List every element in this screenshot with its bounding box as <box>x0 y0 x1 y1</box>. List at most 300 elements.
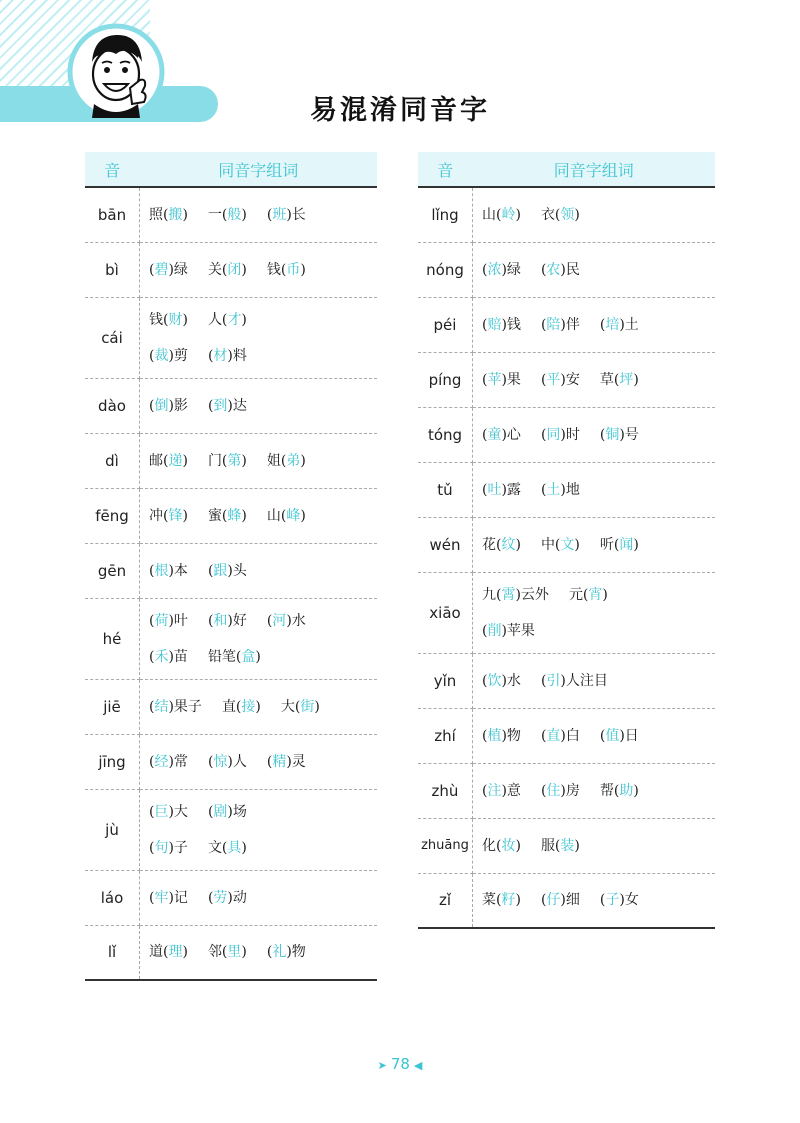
word-item <box>149 699 202 715</box>
answer-char: 河 <box>272 612 287 629</box>
word-item <box>482 537 521 553</box>
word-line <box>149 261 377 279</box>
page-number-value: 78 <box>390 1055 410 1073</box>
table-body-right <box>418 187 715 928</box>
word-line <box>482 426 715 444</box>
answer-char: 土 <box>546 481 561 498</box>
suffix: )动 <box>227 889 247 906</box>
prefix: ( <box>149 397 155 414</box>
pinyin-cell: lǐ <box>85 925 140 980</box>
answer-char: 裁 <box>154 347 169 364</box>
word-line <box>482 481 715 499</box>
words-cell <box>473 873 716 928</box>
suffix: )料 <box>227 347 247 364</box>
suffix: )好 <box>227 612 247 629</box>
table-row <box>85 598 377 679</box>
answer-char: 剧 <box>213 803 228 820</box>
words-cell <box>140 543 378 598</box>
word-item <box>600 427 639 443</box>
answer-char: 陪 <box>546 316 561 333</box>
words-cell <box>140 378 378 433</box>
words-cell <box>473 352 716 407</box>
word-line <box>149 612 377 630</box>
suffix: ) <box>515 837 521 854</box>
suffix: )水 <box>286 612 306 629</box>
word-item <box>149 398 188 414</box>
word-item <box>541 482 580 498</box>
suffix: )影 <box>168 397 188 414</box>
suffix: )云外 <box>515 586 549 603</box>
words-cell <box>140 598 378 679</box>
table-row <box>418 462 715 517</box>
word-item <box>267 453 306 469</box>
pinyin-cell: tóng <box>418 407 473 462</box>
word-item <box>149 649 188 665</box>
prefix: 衣( <box>540 206 561 223</box>
word-item <box>149 348 188 364</box>
prefix: ( <box>149 698 155 715</box>
words-cell <box>473 572 716 653</box>
word-item <box>208 804 247 820</box>
word-line <box>149 803 377 821</box>
arrow-left-icon: ◀ <box>413 1059 423 1072</box>
prefix: ( <box>599 892 606 909</box>
column-header-yin: 音 <box>418 152 473 187</box>
answer-char: 直 <box>546 727 561 744</box>
arrow-right-icon: ➤ <box>377 1059 387 1072</box>
pinyin-cell: zhù <box>418 763 473 818</box>
suffix: )果子 <box>168 698 202 715</box>
word-item <box>208 840 247 856</box>
pinyin-cell: xiāo <box>418 572 473 653</box>
word-item <box>208 754 247 770</box>
word-item <box>482 623 535 639</box>
word-item <box>541 892 580 908</box>
prefix: ( <box>207 889 214 906</box>
answer-char: 饮 <box>487 672 502 689</box>
answer-char: 盒 <box>241 648 256 665</box>
suffix: ) <box>241 311 247 328</box>
answer-char: 同 <box>546 426 561 443</box>
word-item <box>541 427 580 443</box>
word-line <box>149 397 377 415</box>
answer-char: 牢 <box>154 889 169 906</box>
prefix: ( <box>149 648 155 665</box>
word-item <box>208 453 247 469</box>
word-item <box>208 890 247 906</box>
prefix: ( <box>482 481 488 498</box>
words-cell <box>473 708 716 763</box>
suffix: ) <box>515 206 521 223</box>
words-cell <box>473 462 716 517</box>
word-item <box>149 312 188 328</box>
word-item <box>149 508 188 524</box>
suffix: ) <box>255 698 261 715</box>
pinyin-cell: jù <box>85 789 140 870</box>
answer-char: 里 <box>227 944 242 961</box>
pinyin-cell: píng <box>418 352 473 407</box>
words-cell <box>473 653 716 708</box>
answer-char: 宵 <box>588 586 603 603</box>
suffix: )土 <box>619 316 639 333</box>
answer-char: 和 <box>213 612 228 629</box>
prefix: 中( <box>540 536 561 553</box>
prefix: 直( <box>221 698 242 715</box>
answer-char: 弟 <box>286 452 301 469</box>
word-item <box>541 372 580 388</box>
answer-char: 班 <box>272 206 287 223</box>
word-item <box>482 892 521 908</box>
suffix: )子 <box>168 839 188 856</box>
prefix: 姐( <box>266 452 287 469</box>
prefix: ( <box>482 672 488 689</box>
homophone-table-left <box>85 152 377 981</box>
word-item <box>541 262 580 278</box>
suffix: )白 <box>560 727 580 744</box>
prefix: 照( <box>149 206 169 223</box>
answer-char: 领 <box>560 206 575 223</box>
prefix: ( <box>207 562 214 579</box>
word-line <box>482 316 715 334</box>
answer-char: 蜂 <box>227 507 242 524</box>
suffix: ) <box>300 507 306 524</box>
prefix: ( <box>540 481 547 498</box>
suffix: )钱 <box>501 316 521 333</box>
word-item <box>600 728 639 744</box>
suffix: )物 <box>286 944 306 961</box>
word-line <box>482 536 715 554</box>
suffix: )长 <box>286 206 306 223</box>
word-line <box>482 206 715 224</box>
pinyin-cell: gēn <box>85 543 140 598</box>
word-item <box>149 563 188 579</box>
word-item <box>482 587 549 603</box>
words-cell <box>140 734 378 789</box>
prefix: ( <box>599 426 606 443</box>
suffix: )达 <box>227 397 247 414</box>
pinyin-cell: dào <box>85 378 140 433</box>
pinyin-cell: láo <box>85 870 140 925</box>
answer-char: 霄 <box>501 586 516 603</box>
table-row <box>418 572 715 653</box>
answer-char: 到 <box>213 397 228 414</box>
word-line <box>482 371 715 389</box>
prefix: ( <box>482 371 488 388</box>
suffix: )常 <box>168 753 188 770</box>
pinyin-cell: zǐ <box>418 873 473 928</box>
suffix: )房 <box>560 782 580 799</box>
table-row <box>418 818 715 873</box>
suffix: )头 <box>227 562 247 579</box>
suffix: ) <box>633 782 639 799</box>
prefix: 钱( <box>149 311 169 328</box>
column-header-words: 同音字组词 <box>473 152 716 187</box>
suffix: ) <box>182 311 188 328</box>
answer-char: 接 <box>241 698 256 715</box>
word-item <box>149 890 188 906</box>
word-item <box>600 372 639 388</box>
word-line <box>149 943 377 961</box>
words-cell <box>473 818 716 873</box>
suffix: )本 <box>168 562 188 579</box>
prefix: 门( <box>207 452 228 469</box>
answer-char: 农 <box>546 261 561 278</box>
word-item <box>149 613 188 629</box>
prefix: 邻( <box>207 944 228 961</box>
suffix: )伴 <box>560 316 580 333</box>
prefix: 一( <box>207 206 228 223</box>
word-line <box>149 889 377 907</box>
prefix: 菜( <box>482 892 502 909</box>
suffix: )苹果 <box>501 622 535 639</box>
answer-char: 仔 <box>546 892 561 909</box>
suffix: ) <box>300 261 306 278</box>
answer-char: 倒 <box>154 397 169 414</box>
prefix: 元( <box>568 586 589 603</box>
word-line <box>482 891 715 909</box>
suffix: )记 <box>168 889 188 906</box>
word-item <box>149 944 188 960</box>
answer-char: 浓 <box>487 261 502 278</box>
table-row <box>85 242 377 297</box>
word-item <box>208 649 261 665</box>
word-item <box>600 783 639 799</box>
word-item <box>267 613 306 629</box>
word-item <box>482 427 521 443</box>
answer-char: 岭 <box>501 206 516 223</box>
prefix: ( <box>149 839 155 856</box>
suffix: )人 <box>227 753 247 770</box>
answer-char: 禾 <box>154 648 169 665</box>
words-cell <box>473 242 716 297</box>
prefix: ( <box>149 753 155 770</box>
suffix: )苗 <box>168 648 188 665</box>
word-item <box>482 262 521 278</box>
prefix: ( <box>149 347 155 364</box>
pinyin-cell: zhí <box>418 708 473 763</box>
table-row <box>418 297 715 352</box>
prefix: 花( <box>482 536 502 553</box>
suffix: )女 <box>619 892 639 909</box>
answer-char: 吐 <box>487 481 502 498</box>
word-item <box>208 207 247 223</box>
words-cell <box>140 679 378 734</box>
word-item <box>541 673 608 689</box>
word-item <box>482 838 521 854</box>
prefix: ( <box>482 261 488 278</box>
suffix: )时 <box>560 426 580 443</box>
answer-char: 惊 <box>213 753 228 770</box>
prefix: ( <box>266 753 273 770</box>
pinyin-cell: jiē <box>85 679 140 734</box>
prefix: ( <box>149 261 155 278</box>
words-cell <box>473 763 716 818</box>
word-line <box>482 672 715 690</box>
table-row <box>85 734 377 789</box>
answer-char: 籽 <box>501 892 516 909</box>
prefix: ( <box>540 782 547 799</box>
suffix: )绿 <box>168 261 188 278</box>
answer-char: 植 <box>487 727 502 744</box>
pinyin-cell: péi <box>418 297 473 352</box>
answer-char: 礼 <box>272 944 287 961</box>
prefix: ( <box>149 612 155 629</box>
answer-char: 培 <box>605 316 620 333</box>
suffix: ) <box>182 206 188 223</box>
answer-char: 结 <box>154 698 169 715</box>
prefix: ( <box>540 892 547 909</box>
answer-char: 理 <box>168 944 183 961</box>
pinyin-cell: hé <box>85 598 140 679</box>
word-item <box>208 613 247 629</box>
prefix: 钱( <box>266 261 287 278</box>
suffix: ) <box>241 507 247 524</box>
table-row <box>418 407 715 462</box>
prefix: 人( <box>207 311 228 328</box>
answer-char: 锋 <box>168 507 183 524</box>
suffix: ) <box>241 839 247 856</box>
table-row <box>85 187 377 242</box>
prefix: 化( <box>482 837 502 854</box>
prefix: ( <box>540 426 547 443</box>
answer-char: 币 <box>286 261 301 278</box>
prefix: ( <box>149 562 155 579</box>
suffix: ) <box>515 536 521 553</box>
word-item <box>541 537 580 553</box>
prefix: ( <box>540 371 547 388</box>
word-item <box>541 838 580 854</box>
words-cell <box>140 187 378 242</box>
suffix: ) <box>574 536 580 553</box>
word-item <box>600 537 639 553</box>
words-cell <box>473 407 716 462</box>
answer-char: 住 <box>546 782 561 799</box>
word-line <box>482 261 715 279</box>
answer-char: 搬 <box>168 206 183 223</box>
words-cell <box>140 433 378 488</box>
word-item <box>482 728 521 744</box>
prefix: 大( <box>280 698 301 715</box>
words-cell <box>473 297 716 352</box>
suffix: ) <box>574 837 580 854</box>
answer-char: 般 <box>227 206 242 223</box>
suffix: )心 <box>501 426 521 443</box>
prefix: 蜜( <box>207 507 228 524</box>
word-item <box>482 783 521 799</box>
suffix: ) <box>515 892 521 909</box>
answer-char: 子 <box>605 892 620 909</box>
word-item <box>541 783 580 799</box>
word-item <box>208 348 247 364</box>
pinyin-cell: jīng <box>85 734 140 789</box>
word-item <box>541 317 580 333</box>
prefix: 山( <box>482 206 502 223</box>
word-item <box>208 944 247 960</box>
word-item <box>267 508 306 524</box>
pinyin-cell: zhuāng <box>418 818 473 873</box>
table-row <box>85 925 377 980</box>
suffix: ) <box>314 698 320 715</box>
suffix: )细 <box>560 892 580 909</box>
words-cell <box>140 870 378 925</box>
prefix: ( <box>207 612 214 629</box>
word-line <box>149 311 377 329</box>
pinyin-cell: wén <box>418 517 473 572</box>
prefix: ( <box>599 727 606 744</box>
suffix: ) <box>255 648 261 665</box>
pinyin-cell: tǔ <box>418 462 473 517</box>
word-item <box>541 207 580 223</box>
answer-char: 经 <box>154 753 169 770</box>
prefix: ( <box>540 672 547 689</box>
words-cell <box>140 297 378 378</box>
suffix: ) <box>241 452 247 469</box>
suffix: )号 <box>619 426 639 443</box>
prefix: ( <box>266 612 273 629</box>
word-line <box>149 648 377 666</box>
table-row <box>418 352 715 407</box>
homophone-table-right <box>418 152 715 929</box>
answer-char: 句 <box>154 839 169 856</box>
prefix: ( <box>149 803 155 820</box>
prefix: 听( <box>599 536 620 553</box>
suffix: ) <box>182 452 188 469</box>
word-item <box>222 699 261 715</box>
table-row <box>418 517 715 572</box>
word-item <box>267 262 306 278</box>
suffix: )意 <box>501 782 521 799</box>
suffix: )大 <box>168 803 188 820</box>
pinyin-cell: nóng <box>418 242 473 297</box>
page-title: 易混淆同音字 <box>310 95 490 126</box>
column-header-words: 同音字组词 <box>140 152 378 187</box>
answer-char: 平 <box>546 371 561 388</box>
answer-char: 苹 <box>487 371 502 388</box>
answer-char: 财 <box>168 311 183 328</box>
suffix: ) <box>241 206 247 223</box>
column-header-yin: 音 <box>85 152 140 187</box>
prefix: ( <box>482 316 488 333</box>
word-item <box>149 804 188 820</box>
table-row <box>418 653 715 708</box>
suffix: ) <box>633 536 639 553</box>
word-item <box>569 587 608 603</box>
words-cell <box>140 789 378 870</box>
pinyin-cell: yǐn <box>418 653 473 708</box>
prefix: ( <box>207 753 214 770</box>
word-item <box>208 508 247 524</box>
answer-char: 注 <box>487 782 502 799</box>
suffix: )叶 <box>168 612 188 629</box>
table-row <box>418 708 715 763</box>
word-item <box>208 398 247 414</box>
table-row <box>85 543 377 598</box>
word-item <box>482 673 521 689</box>
word-line <box>149 698 377 716</box>
suffix: ) <box>633 371 639 388</box>
prefix: ( <box>207 803 214 820</box>
word-item <box>482 482 521 498</box>
answer-char: 妆 <box>501 837 516 854</box>
answer-char: 赔 <box>487 316 502 333</box>
prefix: ( <box>599 316 606 333</box>
pinyin-cell: bì <box>85 242 140 297</box>
word-item <box>600 317 639 333</box>
answer-char: 文 <box>560 536 575 553</box>
suffix: )水 <box>501 672 521 689</box>
answer-char: 递 <box>168 452 183 469</box>
answer-char: 童 <box>487 426 502 443</box>
